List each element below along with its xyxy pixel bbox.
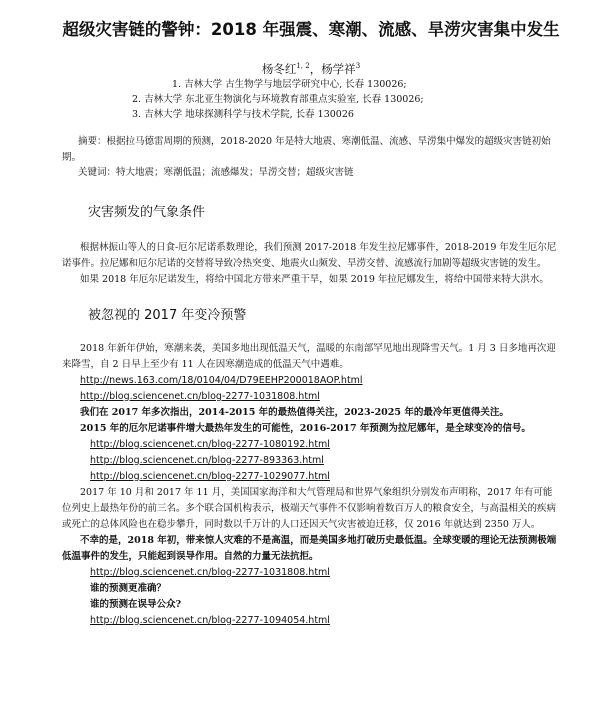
question-1: 谁的预测更准确？ xyxy=(90,582,167,594)
reference-link-1[interactable]: http://news.163.com/18/0104/04/D79EEHP200018AOP.html xyxy=(80,374,363,386)
reference-link-6[interactable]: http://blog.sciencenet.cn/blog-2277-1031808.html xyxy=(90,566,330,578)
author-2: 杨学祥 xyxy=(321,62,356,76)
author-1: 杨冬红 xyxy=(261,62,297,76)
reference-link-4[interactable]: http://blog.sciencenet.cn/blog-2277-893363.html xyxy=(90,454,324,466)
section-2-paragraph-2: 2017 年 10 月和 2017 年 11 月，美国国家海洋和大气管理局和世界气象组织分别发布声明称，2017 年有可能位列史上最热年份的前三名。多个联合国机构表示，极端天气事件不仅影响着数百万人的粮食安全，与高温相关的疾病或死亡的总体风险也在稳步攀升，同时数以千万计的人口还因天气灾害被迫迁移，仅 2016 年就达到 2350 万人。 xyxy=(62,486,557,530)
author-line xyxy=(62,61,560,77)
author-1-affiliation-mark: 1, 2 xyxy=(296,62,310,71)
section-2-paragraph-1: 2018 年新年伊始，寒潮来袭，美国多地出现低温天气，温暖的东南部罕见地出现降雪天气。1 月 3 日多地再次迎来降雪，自 2 日早上至少有 11 人在因寒潮造成的低温天气中遇难。 xyxy=(62,342,556,370)
author-separator: ， xyxy=(309,62,322,76)
bold-statement-2: 2015 年的厄尔尼诺事件增大最热年发生的可能性，2016-2017 年预测为拉尼娜年，是全球变冷的信号。 xyxy=(80,422,531,434)
abstract: 摘要：根据拉马德雷周期的预测，2018-2020 年是特大地震、寒潮低温、流感、旱涝集中爆发的超级灾害链初始期。 xyxy=(62,136,551,163)
author-2-affiliation-mark: 3 xyxy=(355,62,361,71)
section-1-paragraph-1: 根据林振山等人的日食-厄尔尼诺系数理论，我们预测 2017-2018 年发生拉尼娜事件，2018-2019 年发生厄尔尼诺事件。拉尼娜和厄尔尼诺的交替将导致冷热突变、地震火山频发、旱涝交替、流感流行加剧等超级灾害链的发生。 xyxy=(62,241,557,269)
reference-link-7[interactable]: http://blog.sciencenet.cn/blog-2277-1094054.html xyxy=(90,614,330,626)
affiliation-3: 3. 吉林大学 地球探测科学与技术学院, 长春 130026 xyxy=(132,109,354,120)
section-1-paragraph-2: 如果 2018 年厄尔尼诺发生，将给中国北方带来严重干旱，如果 2019 年拉尼娜发生，将给中国带来特大洪水。 xyxy=(80,273,549,285)
affiliation-2: 2. 吉林大学 东北亚生物演化与环境教育部重点实验室, 长春 130026; xyxy=(132,94,424,105)
reference-link-5[interactable]: http://blog.sciencenet.cn/blog-2277-1029077.html xyxy=(90,470,330,482)
reference-link-3[interactable]: http://blog.sciencenet.cn/blog-2277-1080192.html xyxy=(90,438,330,450)
affiliation-1: 1. 吉林大学 古生物学与地层学研究中心, 长春 130026; xyxy=(172,79,407,90)
keywords: 关键词：特大地震；寒潮低温；流感爆发；旱涝交替；超级灾害链 xyxy=(78,167,354,178)
reference-link-2[interactable]: http://blog.sciencenet.cn/blog-2277-1031808.html xyxy=(80,390,320,402)
section-1-heading: 灾害频发的气象条件 xyxy=(88,204,206,220)
section-2-heading: 被忽视的 2017 年变冷预警 xyxy=(88,307,247,323)
paper-title: 超级灾害链的警钟：2018 年强震、寒潮、流感、旱涝灾害集中发生 xyxy=(62,20,560,39)
bold-statement-1: 我们在 2017 年多次指出，2014-2015 年的最热值得关注，2023-2025 年的最冷年更值得关注。 xyxy=(80,406,509,418)
question-2: 谁的预测在误导公众? xyxy=(90,598,182,610)
section-2-paragraph-3: 不幸的是，2018 年初，带来惊人灾难的不是高温，而是美国多地打破历史最低温。全球变暖的理论无法预测极端低温事件的发生，只能起到误导作用。自然的力量无法抗拒。 xyxy=(62,534,557,562)
